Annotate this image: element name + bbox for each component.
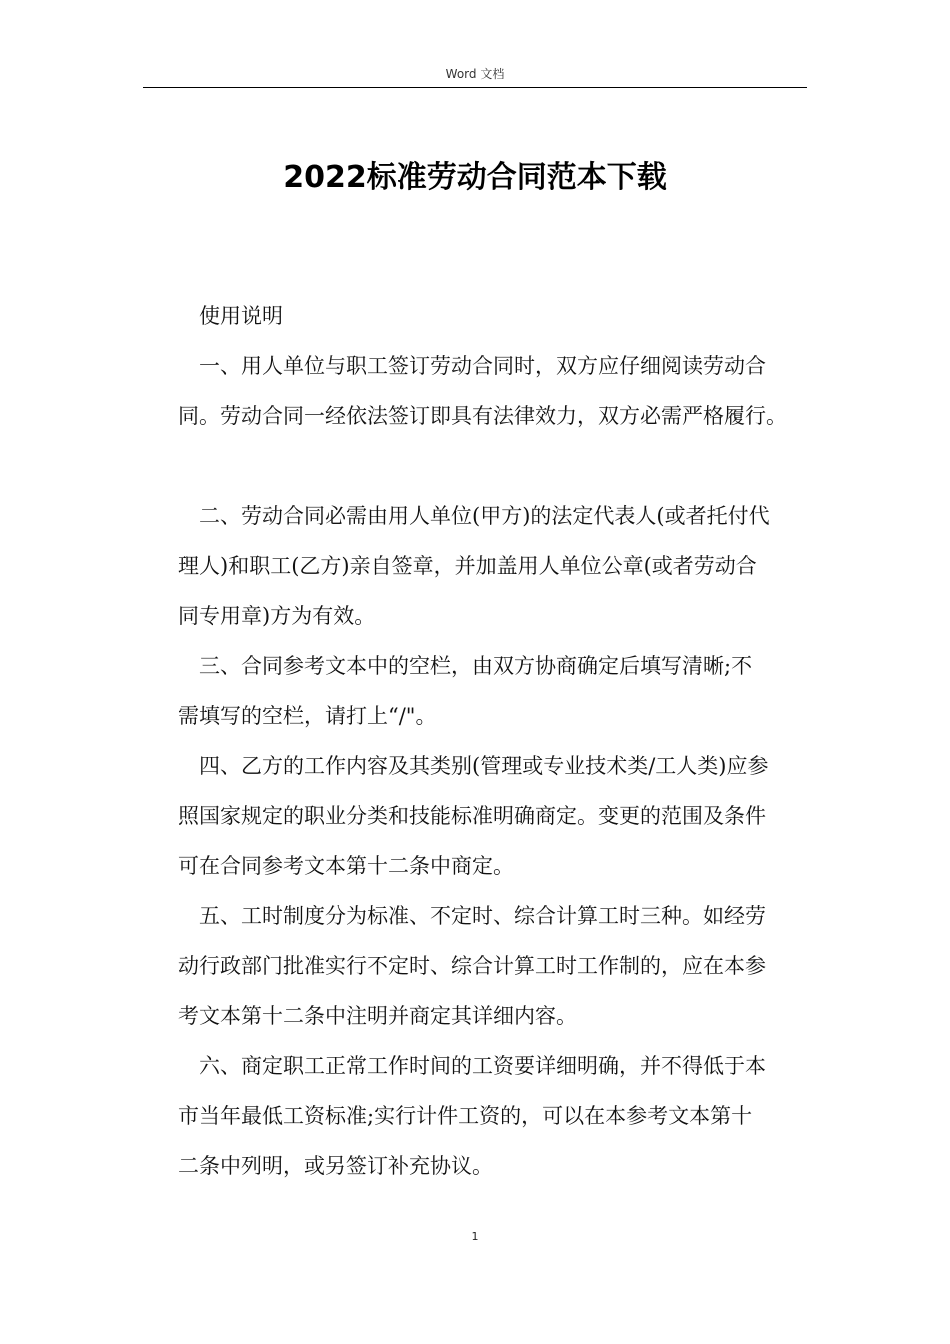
paragraph-line: 同。劳动合同一经依法签订即具有法律效力，双方必需严格履行。: [178, 404, 787, 428]
paragraph-line: 照国家规定的职业分类和技能标准明确商定。变更的范围及条件: [178, 804, 766, 828]
paragraph-line: 考文本第十二条中注明并商定其详细内容。: [178, 1004, 577, 1028]
paragraph-line: 二条中列明，或另签订补充协议。: [178, 1154, 493, 1178]
blank-line: [178, 441, 838, 491]
paragraph-line: 需填写的空栏，请打上“/"。: [178, 704, 437, 728]
document-title: 2022标准劳动合同范本下载: [283, 160, 667, 195]
paragraph-line: 动行政部门批准实行不定时、综合计算工时工作制的，应在本参: [178, 954, 766, 978]
paragraph-line: 六、商定职工正常工作时间的工资要详细明确，并不得低于本: [199, 1054, 766, 1078]
usage-heading: 使用说明: [199, 304, 283, 328]
document-body: [178, 291, 838, 1191]
paragraph-line: 同专用章)方为有效。: [178, 604, 376, 628]
paragraph-line: 五、工时制度分为标准、不定时、综合计算工时三种。如经劳: [199, 904, 766, 928]
paragraph-line: 一、用人单位与职工签订劳动合同时，双方应仔细阅读劳动合: [199, 354, 766, 378]
page-number: 1: [471, 1230, 479, 1243]
header-label: Word 文档: [445, 67, 505, 81]
paragraph-line: 三、合同参考文本中的空栏，由双方协商确定后填写清晰;不: [199, 654, 753, 678]
paragraph-line: 可在合同参考文本第十二条中商定。: [178, 854, 514, 878]
paragraph-line: 理人)和职工(乙方)亲自签章，并加盖用人单位公章(或者劳动合: [178, 554, 757, 578]
paragraph-line: 市当年最低工资标准;实行计件工资的，可以在本参考文本第十: [178, 1104, 753, 1128]
header-divider: [143, 87, 807, 88]
paragraph-line: 二、劳动合同必需由用人单位(甲方)的法定代表人(或者托付代: [199, 504, 770, 528]
paragraph-line: 四、乙方的工作内容及其类别(管理或专业技术类/工人类)应参: [199, 754, 769, 778]
